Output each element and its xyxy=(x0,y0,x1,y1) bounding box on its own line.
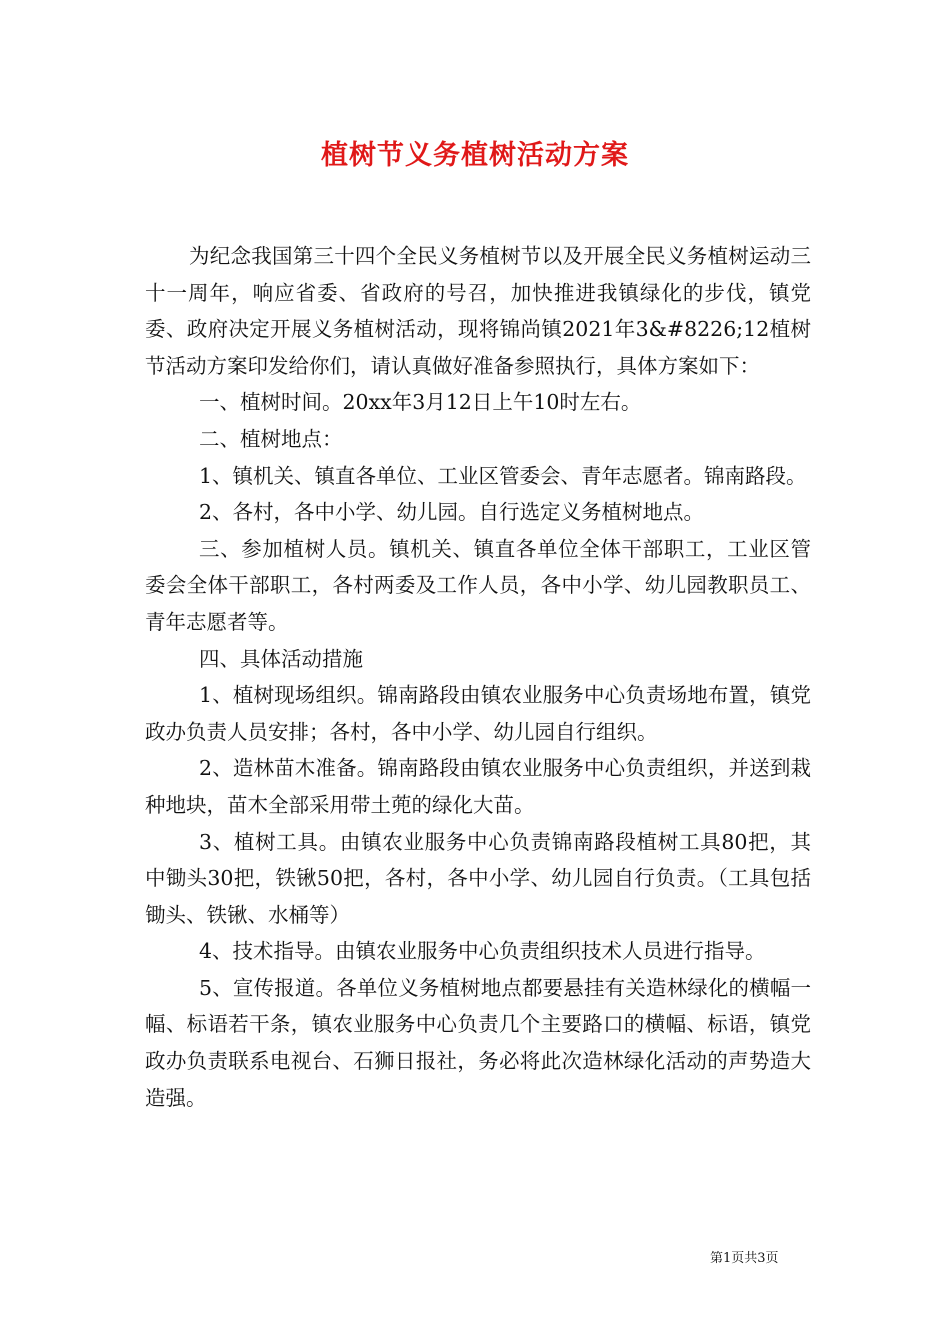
section-location-heading: 二、植树地点： xyxy=(199,426,343,451)
location-item-2: 2、各村，各中小学、幼儿园。自行选定义务植树地点。 xyxy=(199,500,705,525)
measure-item-5: 5、宣传报道。各单位义务植树地点都要悬挂有关造林绿化的横幅一幅、标语若干条，镇农业服务中心负责几个主要路口的横幅、标语，镇党政办负责联系电视台、石狮日报社，务必将此次造林绿化活动的声势造大造强。 xyxy=(145,975,811,1110)
intro-paragraph: 为纪念我国第三十四个全民义务植树节以及开展全民义务植树运动三十一周年，响应省委、省政府的号召，加快推进我镇绿化的步伐，镇党委、政府决定开展义务植树活动，现将锦尚镇2021年3&#8226;12植树节活动方案印发给你们，请认真做好准备参照执行，具体方案如下： xyxy=(145,244,811,378)
measure-item-1: 1、植树现场组织。锦南路段由镇农业服务中心负责场地布置，镇党政办负责人员安排；各村，各中小学、幼儿园自行组织。 xyxy=(145,683,811,744)
location-item-1: 1、镇机关、镇直各单位、工业区管委会、青年志愿者。锦南路段。 xyxy=(199,463,807,488)
measure-item-4: 4、技术指导。由镇农业服务中心负责组织技术人员进行指导。 xyxy=(199,939,766,964)
measure-item-2: 2、造林苗木准备。锦南路段由镇农业服务中心负责组织，并送到栽种地块，苗木全部采用带土蔸的绿化大苗。 xyxy=(145,756,811,817)
section-measures-heading: 四、具体活动措施 xyxy=(199,646,363,671)
section-time: 一、植树时间。20xx年3月12日上午10时左右。 xyxy=(199,390,642,415)
section-participants: 三、参加植树人员。镇机关、镇直各单位全体干部职工，工业区管委会全体干部职工，各村两委及工作人员，各中小学、幼儿园教职员工、青年志愿者等。 xyxy=(145,536,811,634)
measure-item-3: 3、植树工具。由镇农业服务中心负责锦南路段植树工具80把，其中锄头30把，铁锹50把，各村，各中小学、幼儿园自行负责。（工具包括锄头、铁锹、水桶等） xyxy=(145,829,811,927)
document-body xyxy=(145,238,811,1116)
document-title: 植树节义务植树活动方案 xyxy=(321,140,629,171)
page-number-footer: 第1页共3页 xyxy=(710,1251,779,1266)
